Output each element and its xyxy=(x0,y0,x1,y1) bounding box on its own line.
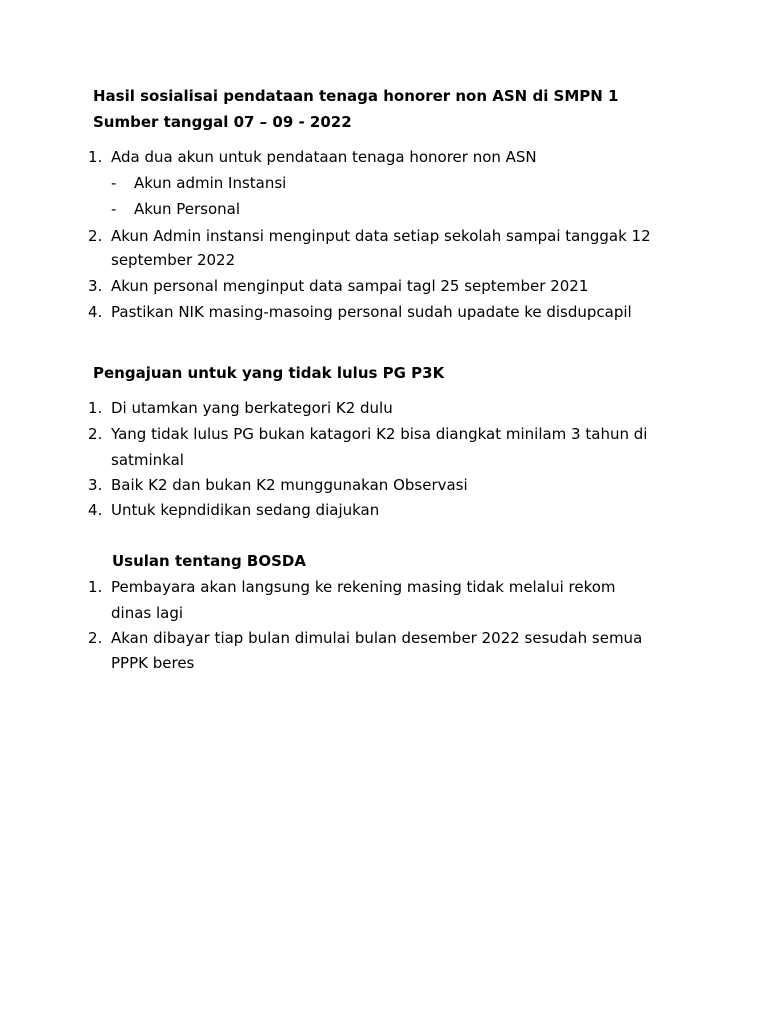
list-number: 3. xyxy=(88,277,103,295)
section2-title: Pengajuan untuk yang tidak lulus PG P3K xyxy=(93,364,445,382)
section1-title: Hasil sosialisai pendataan tenaga honorer non ASN di SMPN 1 xyxy=(93,87,619,105)
list-text-continued: dinas lagi xyxy=(111,604,184,622)
list-text: Pembayara akan langsung ke rekening masing tidak melalui rekom xyxy=(111,578,616,596)
list-text: Yang tidak lulus PG bukan katagori K2 bisa diangkat minilam 3 tahun di xyxy=(111,425,648,443)
list-text: Di utamkan yang berkategori K2 dulu xyxy=(111,399,393,417)
list-number: 1. xyxy=(88,148,103,166)
list-text: Baik K2 dan bukan K2 munggunakan Observasi xyxy=(111,476,468,494)
list-number: 2. xyxy=(88,425,103,443)
list-text: Ada dua akun untuk pendataan tenaga honorer non ASN xyxy=(111,148,537,166)
section3-title: Usulan tentang BOSDA xyxy=(112,552,306,570)
list-number: 4. xyxy=(88,303,103,321)
list-text: Pastikan NIK masing-masoing personal sudah upadate ke disdupcapil xyxy=(111,303,632,321)
list-text-continued: satminkal xyxy=(111,451,184,469)
sub-list-text: Akun Personal xyxy=(134,200,241,218)
list-text: Akan dibayar tiap bulan dimulai bulan desember 2022 sesudah semua xyxy=(111,629,643,647)
list-number: 2. xyxy=(88,629,103,647)
list-text-continued: PPPK beres xyxy=(111,654,195,672)
list-text-continued: september 2022 xyxy=(111,251,236,269)
list-number: 1. xyxy=(88,578,103,596)
list-number: 1. xyxy=(88,399,103,417)
list-number: 2. xyxy=(88,227,103,245)
section1-source: Sumber tanggal 07 – 09 - 2022 xyxy=(93,113,352,131)
list-number: 4. xyxy=(88,501,103,519)
list-text: Akun Admin instansi menginput data setiap sekolah sampai tanggak 12 xyxy=(111,227,651,245)
list-number: 3. xyxy=(88,476,103,494)
sub-bullet: - xyxy=(111,174,117,192)
sub-bullet: - xyxy=(111,200,117,218)
list-text: Akun personal menginput data sampai tagl 25 september 2021 xyxy=(111,277,589,295)
list-text: Untuk kepndidikan sedang diajukan xyxy=(111,501,380,519)
sub-list-text: Akun admin Instansi xyxy=(134,174,287,192)
